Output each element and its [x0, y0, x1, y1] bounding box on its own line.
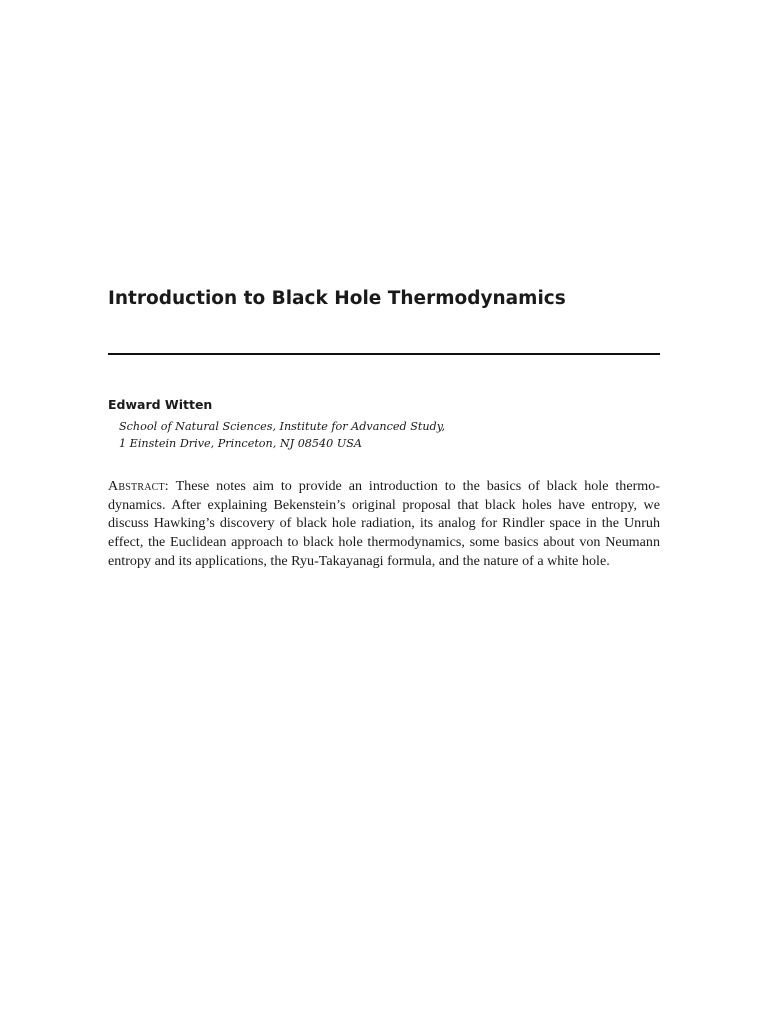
- paper-title: Introduction to Black Hole Thermodynamics: [108, 288, 566, 309]
- author-affiliation: [119, 418, 445, 452]
- abstract-paragraph: [108, 477, 660, 571]
- affiliation-line-1: School of Natural Sciences, Institute for Advanced Study,: [119, 420, 446, 433]
- title-rule-divider: [108, 353, 660, 355]
- abstract-label: Abstract:: [108, 478, 169, 494]
- author-name: Edward Witten: [108, 397, 213, 412]
- affiliation-line-2: 1 Einstein Drive, Princeton, NJ 08540 USA: [119, 437, 363, 450]
- abstract-text: These notes aim to provide an introduction to the basics of black hole thermodynamics. After explaining Bekenstein’s original proposal that black holes have entropy, we discuss Hawking’s discovery of black hole radiation, its analog for Rindler space in the Unruh effect, the Euclidean approach to black hole thermodynamics, some basics about von Neumann entropy and its applications, the Ryu-Takayanagi formula, and the nature of a white hole.: [108, 478, 660, 569]
